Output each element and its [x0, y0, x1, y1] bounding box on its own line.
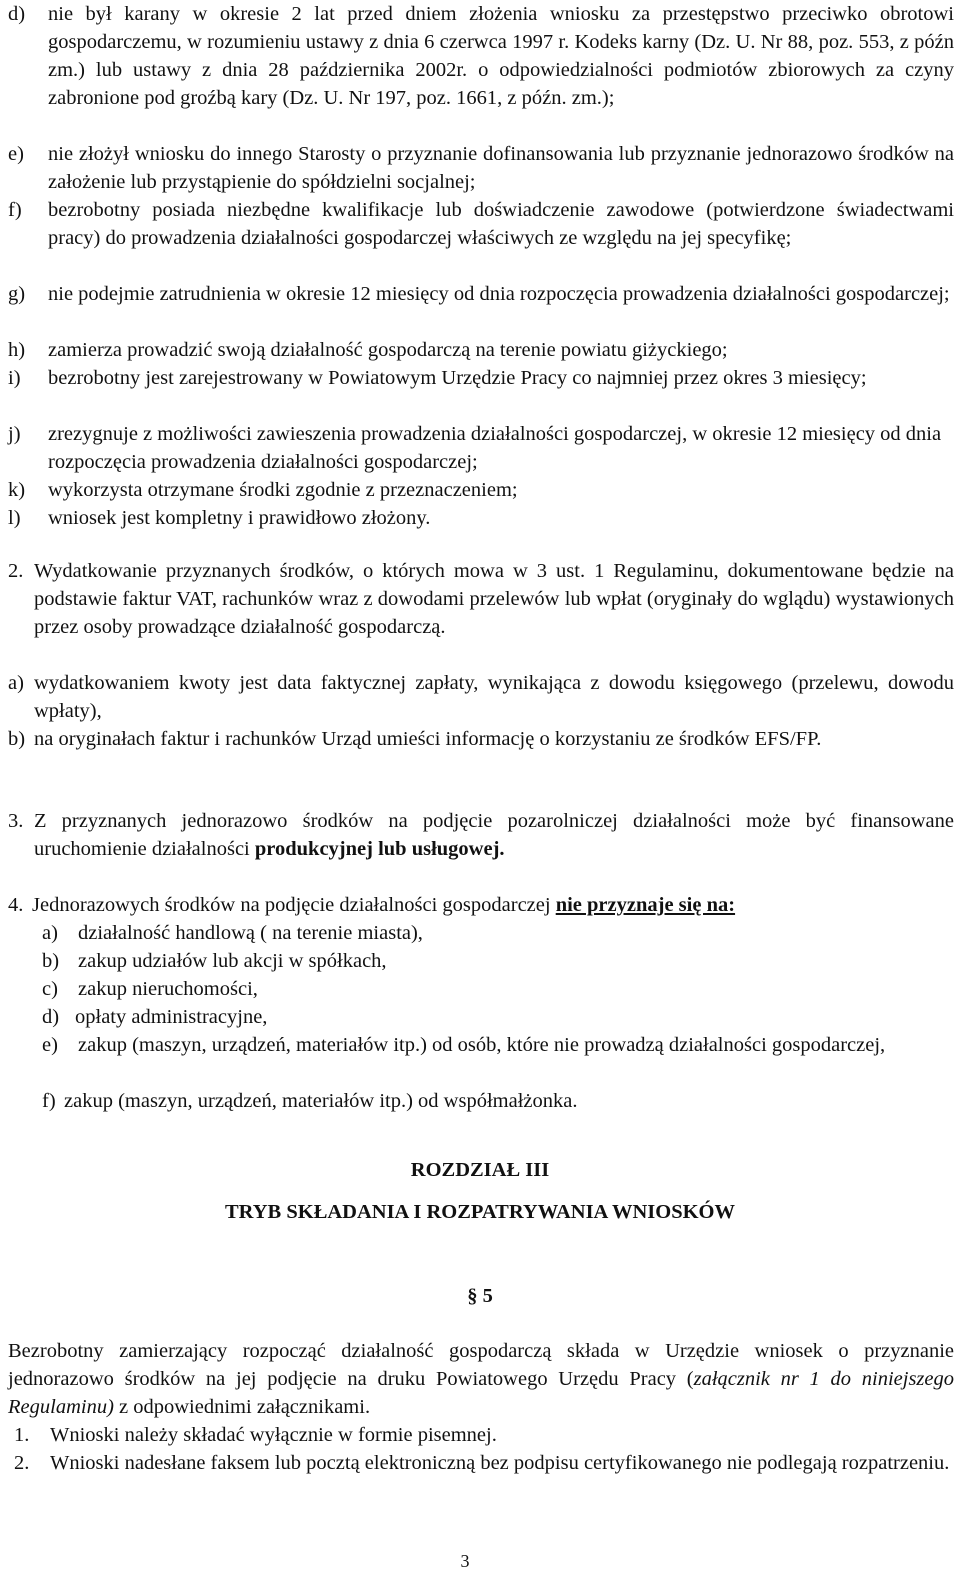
list-item: d) nie był karany w okresie 2 lat przed dniem złożenia wniosku za przestępstwo przeciwko obrotowi gospodarczemu, w rozumieniu ustawy z dnia 6 czerwca 1997 r. Kodeks karny (Dz. U. Nr 88, poz. 553, z późn zm.) lub ustawy z dnia 28 października 2002r. o odpowiedzialności podmiotów zbiorowych za czyny zabronione pod groźbą kary (Dz. U. Nr 197, poz. 1661, z późn. zm.);	[34, 0, 954, 112]
list-item-text: zakup (maszyn, urządzeń, materiałów itp.) od współmałżonka.	[64, 1090, 578, 1112]
paragraph-2b: b) na oryginałach faktur i rachunków Urząd umieści informację o korzystaniu ze środków EFS/FP.	[8, 725, 954, 753]
page-number: 3	[460, 1551, 470, 1571]
list-item: 2. Wnioski nadesłane faksem lub pocztą elektroniczną bez podpisu certyfikowanego nie podlegają rozpatrzeniu.	[14, 1449, 954, 1477]
section-number: § 5	[467, 1285, 493, 1307]
list-item-text: bezrobotny jest zarejestrowany w Powiatowym Urzędzie Pracy co najmniej przez okres 3 miesięcy;	[48, 367, 867, 389]
paragraph-2a-text: wydatkowaniem kwoty jest data faktycznej zapłaty, wynikająca z dowodu księgowego (przelewu, dowodu wpłaty),	[34, 672, 954, 722]
list-item-text: Wnioski nadesłane faksem lub pocztą elektroniczną bez podpisu certyfikowanego nie podlegają rozpatrzeniu.	[50, 1452, 950, 1474]
list-item-text: zakup (maszyn, urządzeń, materiałów itp.) od osób, które nie prowadzą działalności gospodarczej,	[78, 1034, 886, 1056]
list-item-text: wykorzysta otrzymane środki zgodnie z przeznaczeniem;	[48, 479, 518, 501]
list-item: l) wniosek jest kompletny i prawidłowo złożony.	[34, 504, 954, 532]
paragraph-5-italic: załącznik nr 1 do niniejszego Regulaminu)	[8, 1368, 954, 1418]
list-item-text: wniosek jest kompletny i prawidłowo złożony.	[48, 507, 431, 529]
list-item-text: opłaty administracyjne,	[75, 1006, 268, 1028]
paragraph-2-text: Wydatkowanie przyznanych środków, o których mowa w 3 ust. 1 Regulaminu, dokumentowane będzie na podstawie faktur VAT, rachunków wraz z dowodami przelewów lub wpłat (oryginały do wglądu) wystawionych przez osoby prowadzące działalność gospodarczą.	[34, 560, 954, 638]
list-item: k) wykorzysta otrzymane środki zgodnie z przeznaczeniem;	[34, 476, 954, 504]
list-item: f) bezrobotny posiada niezbędne kwalifikacje lub doświadczenie zawodowe (potwierdzone świadectwami pracy) do prowadzenia działalności gospodarczej właściwych ze względu na jej specyfikę;	[34, 196, 954, 252]
list-item-text: nie podejmie zatrudnienia w okresie 12 miesięcy od dnia rozpoczęcia prowadzenia działalności gospodarczej;	[48, 283, 950, 305]
list-item: j) zrezygnuje z możliwości zawieszenia prowadzenia działalności gospodarczej, w okresie 12 miesięcy od dnia rozpoczęcia prowadzenia działalności gospodarczej;	[34, 420, 954, 476]
paragraph-3: 3. Z przyznanych jednorazowo środków na podjęcie pozarolniczej działalności może być finansowane uruchomienie działalności produkcyjnej lub usługowej.	[8, 807, 954, 863]
paragraph-3-bold: produkcyjnej lub usługowej.	[254, 838, 505, 860]
chapter-heading: ROZDZIAŁ III	[410, 1159, 550, 1181]
list-item-text: zakup udziałów lub akcji w spółkach,	[78, 950, 387, 972]
paragraph-2: 2. Wydatkowanie przyznanych środków, o których mowa w 3 ust. 1 Regulaminu, dokumentowane będzie na podstawie faktur VAT, rachunków wraz z dowodami przelewów lub wpłat (oryginały do wglądu) wystawionych przez osoby prowadzące działalność gospodarczą.	[8, 557, 954, 641]
paragraph-4-underlined: nie przyznaje się na:	[555, 894, 736, 916]
list-item-text: Wnioski należy składać wyłącznie w formie pisemnej.	[50, 1424, 497, 1446]
paragraph-2b-text: na oryginałach faktur i rachunków Urząd umieści informację o korzystaniu ze środków EFS/FP.	[34, 728, 822, 750]
list-item-text: zrezygnuje z możliwości zawieszenia prowadzenia działalności gospodarczej, w okresie 12 miesięcy od dnia rozpoczęcia prowadzenia działalności gospodarczej;	[48, 423, 942, 473]
paragraph-2a: a) wydatkowaniem kwoty jest data faktycznej zapłaty, wynikająca z dowodu księgowego (przelewu, dowodu wpłaty),	[8, 669, 954, 725]
list-item: c) zakup nieruchomości,	[42, 975, 954, 1003]
list-item-text: nie złożył wniosku do innego Starosty o przyznanie dofinansowania lub przyznanie jednorazowo środków na założenie lub przystąpienie do spółdzielni socjalnej;	[48, 143, 954, 193]
list-item-text: zakup nieruchomości,	[78, 978, 258, 1000]
list-item-text: działalność handlową ( na terenie miasta),	[78, 922, 423, 944]
list-item: i) bezrobotny jest zarejestrowany w Powiatowym Urzędzie Pracy co najmniej przez okres 3 miesięcy;	[34, 364, 954, 392]
list-item: b) zakup udziałów lub akcji w spółkach,	[42, 947, 954, 975]
list-item-text: bezrobotny posiada niezbędne kwalifikacje lub doświadczenie zawodowe (potwierdzone świadectwami pracy) do prowadzenia działalności gospodarczej właściwych ze względu na jej specyfikę;	[48, 199, 954, 249]
list-item: g) nie podejmie zatrudnienia w okresie 12 miesięcy od dnia rozpoczęcia prowadzenia działalności gospodarczej;	[34, 280, 954, 308]
paragraph-4-text: Jednorazowych środków na podjęcie działalności gospodarczej nie przyznaje się na:	[32, 894, 736, 916]
list-item: e) nie złożył wniosku do innego Starosty o przyznanie dofinansowania lub przyznanie jednorazowo środków na założenie lub przystąpienie do spółdzielni socjalnej;	[34, 140, 954, 196]
list-item: a) działalność handlową ( na terenie miasta),	[42, 919, 954, 947]
list-item-text: zamierza prowadzić swoją działalność gospodarczą na terenie powiatu giżyckiego;	[48, 339, 728, 361]
paragraph-5: Bezrobotny zamierzający rozpocząć działalność gospodarczą składa w Urzędzie wniosek o przyznanie jednorazowo środków na jej podjęcie na druku Powiatowego Urzędu Pracy (załącznik nr 1 do niniejszego Regulaminu) z odpowiednimi załącznikami.	[8, 1340, 954, 1418]
list-item: 1. Wnioski należy składać wyłącznie w formie pisemnej.	[14, 1421, 954, 1449]
list-item: e) zakup (maszyn, urządzeń, materiałów itp.) od osób, które nie prowadzą działalności gospodarczej,	[42, 1031, 954, 1059]
list-item: d) opłaty administracyjne,	[42, 1003, 954, 1031]
list-item: h) zamierza prowadzić swoją działalność gospodarczą na terenie powiatu giżyckiego;	[34, 336, 954, 364]
paragraph-3-text: Z przyznanych jednorazowo środków na podjęcie pozarolniczej działalności może być finansowane uruchomienie działalności produkcyjnej lub usługowej.	[34, 810, 954, 860]
paragraph-4: 4. Jednorazowych środków na podjęcie działalności gospodarczej nie przyznaje się na:	[8, 891, 954, 919]
list-item: f) zakup (maszyn, urządzeń, materiałów itp.) od współmałżonka.	[42, 1087, 954, 1115]
chapter-title: TRYB SKŁADANIA I ROZPATRYWANIA WNIOSKÓW	[224, 1201, 735, 1223]
list-item-text: nie był karany w okresie 2 lat przed dniem złożenia wniosku za przestępstwo przeciwko obrotowi gospodarczemu, w rozumieniu ustawy z dnia 6 czerwca 1997 r. Kodeks karny (Dz. U. Nr 88, poz. 553, z późn zm.) lub ustawy z dnia 28 października 2002r. o odpowiedzialności podmiotów zbiorowych za czyny zabronione pod groźbą kary (Dz. U. Nr 197, poz. 1661, z późn. zm.);	[48, 3, 954, 109]
